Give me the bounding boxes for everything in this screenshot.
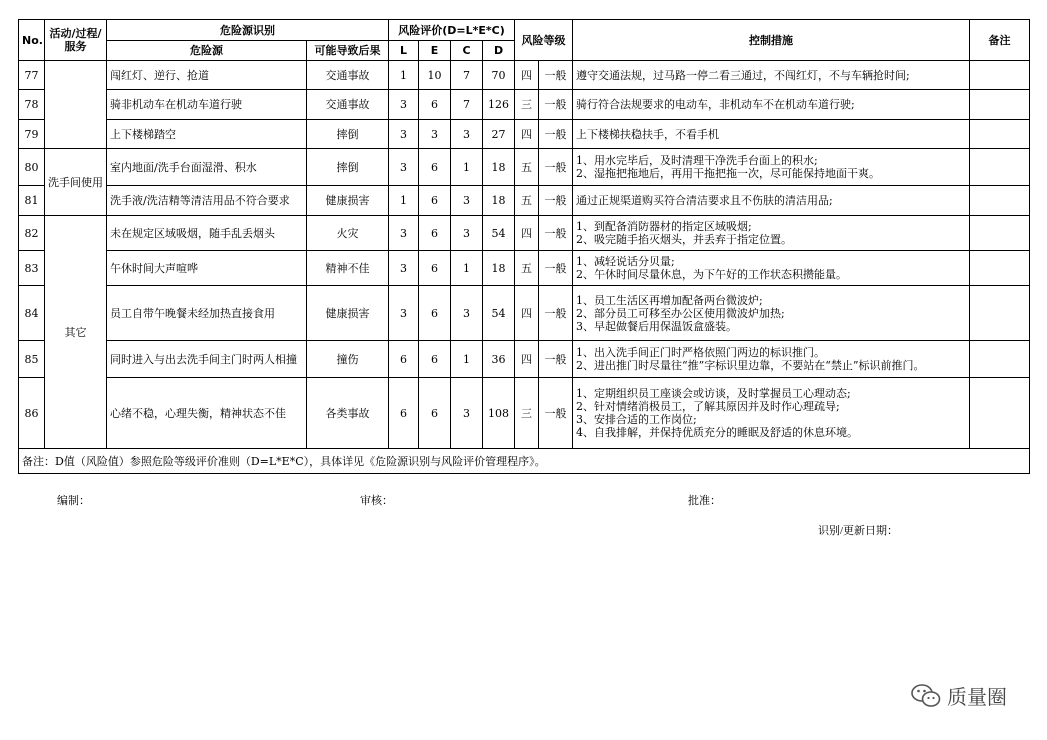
row-e: 3 [419, 120, 451, 149]
row-e: 6 [419, 341, 451, 378]
row-hazard: 骑非机动车在机动车道行驶 [107, 90, 307, 120]
row-control [573, 186, 970, 216]
row-l: 3 [389, 251, 419, 286]
control-line: 3、早起做餐后用保温饭盒盛装。 [576, 319, 738, 333]
control-line: 2、进出推门时尽量往“推”字标识里边靠，不要站在“禁止”标识前推门。 [576, 359, 925, 372]
header-eval-group: 风险评价(D=L*E*C) [389, 20, 515, 41]
control-line: 2、午休时间尽量休息，为下午好的工作状态积攒能量。 [576, 268, 848, 281]
header-hazard: 危险源 [107, 41, 307, 61]
row-no: 85 [19, 341, 45, 378]
row-grade: 三 [515, 90, 539, 120]
row-grade: 四 [515, 120, 539, 149]
risk-table [18, 19, 1030, 474]
table-row [19, 251, 1030, 286]
row-e: 6 [419, 378, 451, 449]
row-remark [970, 186, 1030, 216]
row-consequence: 摔倒 [307, 120, 389, 149]
row-control [573, 286, 970, 341]
row-no: 78 [19, 90, 45, 120]
row-grade: 三 [515, 378, 539, 449]
row-consequence: 撞伤 [307, 341, 389, 378]
row-d: 36 [483, 341, 515, 378]
control-line: 2、部分员工可移至办公区使用微波炉加热; [576, 306, 785, 320]
row-hazard: 午休时间大声喧哗 [107, 251, 307, 286]
row-category: 一般 [539, 149, 573, 186]
row-consequence: 健康损害 [307, 286, 389, 341]
row-consequence: 摔倒 [307, 149, 389, 186]
row-category: 一般 [539, 286, 573, 341]
table-row [19, 186, 1030, 216]
row-no: 80 [19, 149, 45, 186]
row-remark [970, 341, 1030, 378]
row-remark [970, 61, 1030, 90]
row-consequence: 精神不佳 [307, 251, 389, 286]
row-remark [970, 251, 1030, 286]
row-d: 18 [483, 186, 515, 216]
header-level: 风险等级 [515, 20, 573, 61]
row-consequence: 火灾 [307, 216, 389, 251]
row-e: 6 [419, 216, 451, 251]
row-no: 82 [19, 216, 45, 251]
row-consequence: 交通事故 [307, 61, 389, 90]
row-grade: 四 [515, 341, 539, 378]
table-row [19, 341, 1030, 378]
row-c: 1 [451, 341, 483, 378]
control-line: 遵守交通法规，过马路一停二看三通过，不闯红灯，不与车辆抢时间; [576, 68, 910, 82]
control-line: 上下楼梯扶稳扶手，不看手机 [576, 127, 720, 141]
row-c: 7 [451, 61, 483, 90]
row-l: 3 [389, 90, 419, 120]
row-d: 108 [483, 378, 515, 449]
row-c: 3 [451, 186, 483, 216]
row-remark [970, 149, 1030, 186]
activity-washroom: 洗手间使用 [45, 149, 107, 216]
control-line: 骑行符合法规要求的电动车，非机动车不在机动车道行驶; [576, 98, 855, 111]
row-c: 1 [451, 251, 483, 286]
row-d: 70 [483, 61, 515, 90]
table-row [19, 61, 1030, 90]
row-e: 10 [419, 61, 451, 90]
row-d: 18 [483, 149, 515, 186]
row-grade: 四 [515, 286, 539, 341]
row-category: 一般 [539, 120, 573, 149]
control-line: 4、自我排解，并保持优质充分的睡眠及舒适的休息环境。 [576, 426, 859, 439]
row-no: 86 [19, 378, 45, 449]
row-hazard: 闯红灯、逆行、抢道 [107, 61, 307, 90]
row-control [573, 120, 970, 149]
row-control [573, 216, 970, 251]
row-c: 1 [451, 149, 483, 186]
control-line: 1、出入洗手间正门时严格依照门两边的标识推门。 [576, 346, 826, 359]
watermark-text: 质量圈 [947, 685, 1007, 709]
row-no: 79 [19, 120, 45, 149]
row-control [573, 378, 970, 449]
row-no: 81 [19, 186, 45, 216]
row-c: 3 [451, 286, 483, 341]
row-grade: 五 [515, 186, 539, 216]
header-consequence: 可能导致后果 [307, 41, 389, 61]
row-consequence: 交通事故 [307, 90, 389, 120]
row-category: 一般 [539, 90, 573, 120]
header-activity: 活动/过程/服务 [45, 20, 107, 61]
row-category: 一般 [539, 251, 573, 286]
row-e: 6 [419, 186, 451, 216]
row-d: 27 [483, 120, 515, 149]
row-control [573, 90, 970, 120]
row-l: 6 [389, 378, 419, 449]
row-c: 7 [451, 90, 483, 120]
control-line: 1、员工生活区再增加配备两台微波炉; [576, 293, 763, 307]
approver-label: 批准： [688, 495, 721, 507]
row-no: 83 [19, 251, 45, 286]
row-category: 一般 [539, 61, 573, 90]
activity-other: 其它 [45, 216, 107, 449]
control-line: 2、针对情绪消极员工，了解其原因并及时作心理疏导; [576, 400, 840, 413]
row-category: 一般 [539, 341, 573, 378]
header-e: E [419, 41, 451, 61]
editor-label: 编制： [57, 495, 90, 507]
row-l: 3 [389, 120, 419, 149]
reviewer-label: 审核： [360, 495, 393, 507]
header-no: No. [19, 20, 45, 61]
row-control [573, 341, 970, 378]
row-remark [970, 378, 1030, 449]
row-grade: 四 [515, 216, 539, 251]
row-remark [970, 216, 1030, 251]
row-category: 一般 [539, 216, 573, 251]
table-row [19, 149, 1030, 186]
row-remark [970, 120, 1030, 149]
update-date-label: 识别/更新日期： [818, 525, 899, 537]
row-category: 一般 [539, 378, 573, 449]
row-hazard: 上下楼梯踏空 [107, 120, 307, 149]
row-l: 6 [389, 341, 419, 378]
row-hazard: 同时进入与出去洗手间主门时两人相撞 [107, 341, 307, 378]
row-grade: 五 [515, 149, 539, 186]
row-no: 84 [19, 286, 45, 341]
control-line: 3、安排合适的工作岗位; [576, 413, 697, 426]
header-remark: 备注 [970, 20, 1030, 61]
row-l: 3 [389, 149, 419, 186]
wechat-icon [911, 683, 941, 709]
row-e: 6 [419, 90, 451, 120]
table-row [19, 216, 1030, 251]
control-line: 1、定期组织员工座谈会或访谈，及时掌握员工心理动态; [576, 387, 851, 400]
row-category: 一般 [539, 186, 573, 216]
row-e: 6 [419, 149, 451, 186]
row-e: 6 [419, 251, 451, 286]
row-grade: 四 [515, 61, 539, 90]
table-note: 备注：D值（风险值）参照危险等级评价准则（D=L*E*C），具体详见《危险源识别与风险评价管理程序》。 [19, 449, 1030, 474]
row-hazard: 员工自带午晚餐未经加热直接食用 [107, 286, 307, 341]
row-control [573, 251, 970, 286]
row-d: 18 [483, 251, 515, 286]
table-row [19, 90, 1030, 120]
row-hazard: 洗手液/洗洁精等清洁用品不符合要求 [107, 186, 307, 216]
row-consequence: 各类事故 [307, 378, 389, 449]
row-hazard: 室内地面/洗手台面湿滑、积水 [107, 149, 307, 186]
row-control [573, 149, 970, 186]
row-hazard: 心绪不稳，心理失衡，精神状态不佳 [107, 378, 307, 449]
row-no: 77 [19, 61, 45, 90]
header-l: L [389, 41, 419, 61]
activity-cell-empty [45, 61, 107, 149]
row-control [573, 61, 970, 90]
table-row [19, 120, 1030, 149]
control-line: 2、湿拖把拖地后，再用干拖把拖一次，尽可能保持地面干爽。 [576, 167, 881, 180]
row-c: 3 [451, 216, 483, 251]
row-remark [970, 286, 1030, 341]
control-line: 1、用水完毕后，及时清理干净洗手台面上的积水; [576, 154, 818, 167]
row-l: 1 [389, 186, 419, 216]
row-d: 54 [483, 216, 515, 251]
header-control: 控制措施 [573, 20, 970, 61]
row-l: 3 [389, 286, 419, 341]
row-d: 126 [483, 90, 515, 120]
header-c: C [451, 41, 483, 61]
header-hazard-group: 危险源识别 [107, 20, 389, 41]
control-line: 通过正规渠道购买符合清洁要求且不伤肤的清洁用品; [576, 194, 833, 207]
watermark [911, 681, 1007, 710]
row-c: 3 [451, 378, 483, 449]
row-l: 1 [389, 61, 419, 90]
table-row [19, 286, 1030, 341]
header-d: D [483, 41, 515, 61]
row-consequence: 健康损害 [307, 186, 389, 216]
control-line: 1、到配备消防器材的指定区域吸烟; [576, 220, 752, 233]
row-c: 3 [451, 120, 483, 149]
note-row [19, 449, 1030, 474]
row-grade: 五 [515, 251, 539, 286]
row-e: 6 [419, 286, 451, 341]
row-d: 54 [483, 286, 515, 341]
table-row [19, 378, 1030, 449]
row-hazard: 未在规定区域吸烟，随手乱丢烟头 [107, 216, 307, 251]
control-line: 2、吸完随手掐灭烟头，并丢弃于指定位置。 [576, 233, 793, 246]
control-line: 1、减轻说话分贝量; [576, 255, 675, 268]
row-l: 3 [389, 216, 419, 251]
row-remark [970, 90, 1030, 120]
